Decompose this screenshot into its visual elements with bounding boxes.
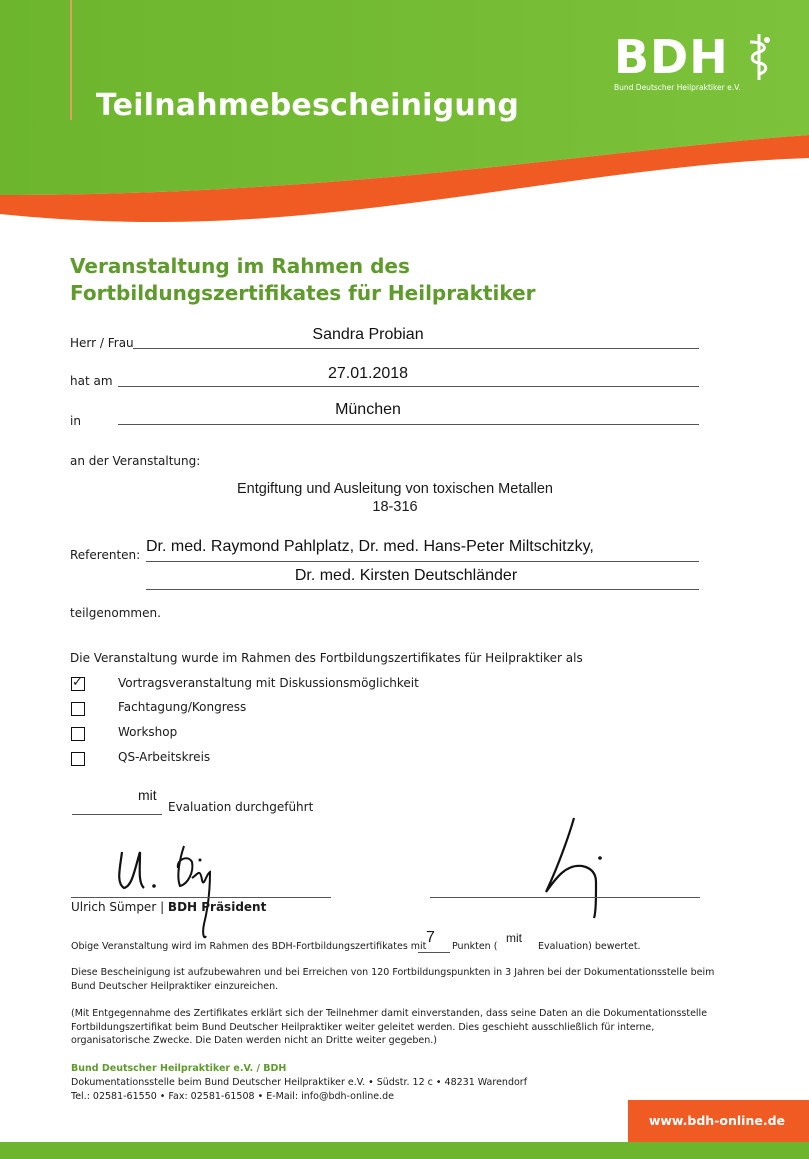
place-label: in [70,414,81,428]
option-vortrag: Vortragsveranstaltung mit Diskussionsmöglichkeit [118,676,419,690]
president-role: BDH Präsident [167,900,267,914]
speakers-line-1: Dr. med. Raymond Pahlplatz, Dr. med. Hans-Peter Miltschitzky, [146,538,594,555]
points-value: 7 [426,929,435,946]
evaluation-label: Evaluation durchgeführt [168,800,314,814]
bdh-logo: BDH [614,30,729,84]
footer-green-bar [0,1142,809,1159]
heading-line-1: Veranstaltung im Rahmen des [70,254,410,278]
name-label: Herr / Frau [70,336,134,350]
place-value: München [335,401,401,418]
name-value: Sandra Probian [312,326,424,343]
event-label: an der Veranstaltung: [70,454,201,468]
speakers-label: Referenten: [70,548,141,562]
place-line [118,424,699,425]
note-privacy: (Mit Entgegennahme des Zertifikates erklärt sich der Teilnehmer damit einverstanden, dass seine Daten an die Dokumentationsstelle Fortbildungszertifikat beim Bund Deutscher Heilpraktiker weiter geleitet werden. Dies geschieht ausschließlich für interne, organisatorische Zwecke. Die Daten werden nicht an Dritte weiter gegeben.) [71,1008,708,1046]
caduceus-icon [742,32,776,82]
points-text-middle: Punkten ( [452,941,498,952]
footer-contact: Tel.: 02581-61550 • Fax: 02581-61508 • E-Mail: info@bdh-online.de [71,1091,395,1102]
president-signature-line [71,897,331,898]
event-number: 18-316 [372,499,418,515]
president-caption [71,900,266,914]
speakers-line-rule-2 [146,589,699,590]
points-line [418,952,450,953]
president-name: Ulrich Sümper [71,900,157,914]
checkbox-workshop[interactable] [71,727,85,741]
points-text-after: Evaluation) bewertet. [538,941,641,952]
option-fachtagung: Fachtagung/Kongress [118,700,247,714]
page-title: Teilnahmebescheinigung [96,88,520,123]
speakers-line-rule-1 [146,561,699,562]
participated-text: teilgenommen. [70,606,161,620]
event-title: Entgiftung und Ausleitung von toxischen Metallen [237,481,553,497]
points-eval-value: mit [506,931,522,945]
name-line [133,348,699,349]
president-signature [110,828,230,948]
check-mark-icon: ✓ [72,675,83,690]
checkbox-fachtagung[interactable] [71,702,85,716]
footer-org: Bund Deutscher Heilpraktiker e.V. / BDH [71,1063,287,1074]
evaluation-value: mit [138,787,157,803]
checkbox-vortrag[interactable] [71,677,85,691]
evaluation-line [72,814,162,815]
logo-subtitle: Bund Deutscher Heilpraktiker e.V. [614,83,741,92]
checkbox-qs-arbeitskreis[interactable] [71,752,85,766]
website-link[interactable]: www.bdh-online.de [648,1113,785,1128]
speakers-line-2: Dr. med. Kirsten Deutschländer [294,567,518,584]
date-line [118,386,699,387]
points-text-before: Obige Veranstaltung wird im Rahmen des BDH-Fortbildungszertifikates mit [71,941,427,952]
option-qs-arbeitskreis: QS-Arbeitskreis [118,750,211,764]
heading-line-2: Fortbildungszertifikates für Heilpraktiker [70,281,536,305]
second-signature-line [430,897,700,898]
second-signature [530,812,610,922]
note-keep: Diese Bescheinigung ist aufzubewahren und bei Erreichen von 120 Fortbildungspunkten in 3 Jahren bei der Dokumentationsstelle beim Bund Deutscher Heilpraktiker einzureichen. [71,967,715,992]
footer-address: Dokumentationsstelle beim Bund Deutscher Heilpraktiker e.V. • Südstr. 12 c • 48231 Warendorf [71,1077,528,1088]
website-badge [628,1100,809,1142]
caption-separator: | [156,900,168,914]
option-workshop: Workshop [118,725,178,739]
category-intro: Die Veranstaltung wurde im Rahmen des Fortbildungszertifikates für Heilpraktiker als [70,651,583,665]
date-label: hat am [70,374,113,388]
date-value: 27.01.2018 [327,365,409,382]
